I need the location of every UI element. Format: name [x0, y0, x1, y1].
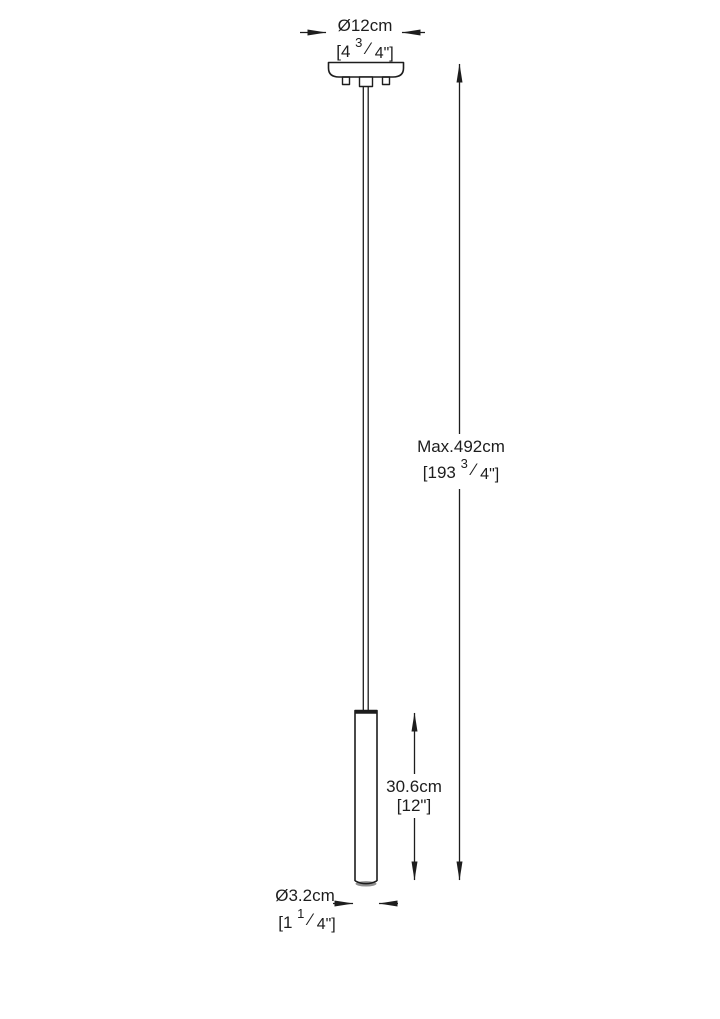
canopy-dia-imperial-label [336, 32, 394, 62]
fraction-slash: ⁄ [472, 460, 476, 479]
max-drop-metric-label: Max.492cm [417, 437, 505, 456]
ceiling-canopy [329, 63, 404, 78]
shade-height-metric-label: 30.6cm [386, 777, 442, 796]
imp-prefix: [193 [422, 463, 456, 482]
imp-numerator: 3 [460, 456, 468, 471]
imp-prefix: [4 [336, 42, 351, 61]
canopy-cable-gland [360, 77, 373, 87]
fraction-slash: ⁄ [309, 910, 312, 929]
imp-denominator: 4"] [316, 916, 336, 933]
shade-dia-imperial-label [278, 903, 336, 933]
imp-numerator: 3 [355, 35, 363, 50]
canopy-screw-left [343, 77, 350, 85]
max-drop-imperial-label [423, 453, 499, 483]
imp-denominator: 4"] [374, 45, 394, 62]
fixture-outline [329, 63, 404, 887]
dimension-labels [275, 16, 505, 933]
fraction-slash: ⁄ [367, 39, 370, 58]
canopy-dia-metric-label: Ø12cm [337, 16, 393, 35]
canopy-screw-right [383, 77, 390, 85]
shade-dia-metric-label: Ø3.2cm [275, 886, 335, 905]
shade-height-imperial-label: [12"] [396, 796, 432, 815]
imp-prefix: [1 [278, 913, 293, 932]
lamp-tube-body [355, 711, 377, 882]
imp-numerator: 1 [297, 906, 305, 921]
imp-denominator: 4"] [480, 466, 500, 483]
